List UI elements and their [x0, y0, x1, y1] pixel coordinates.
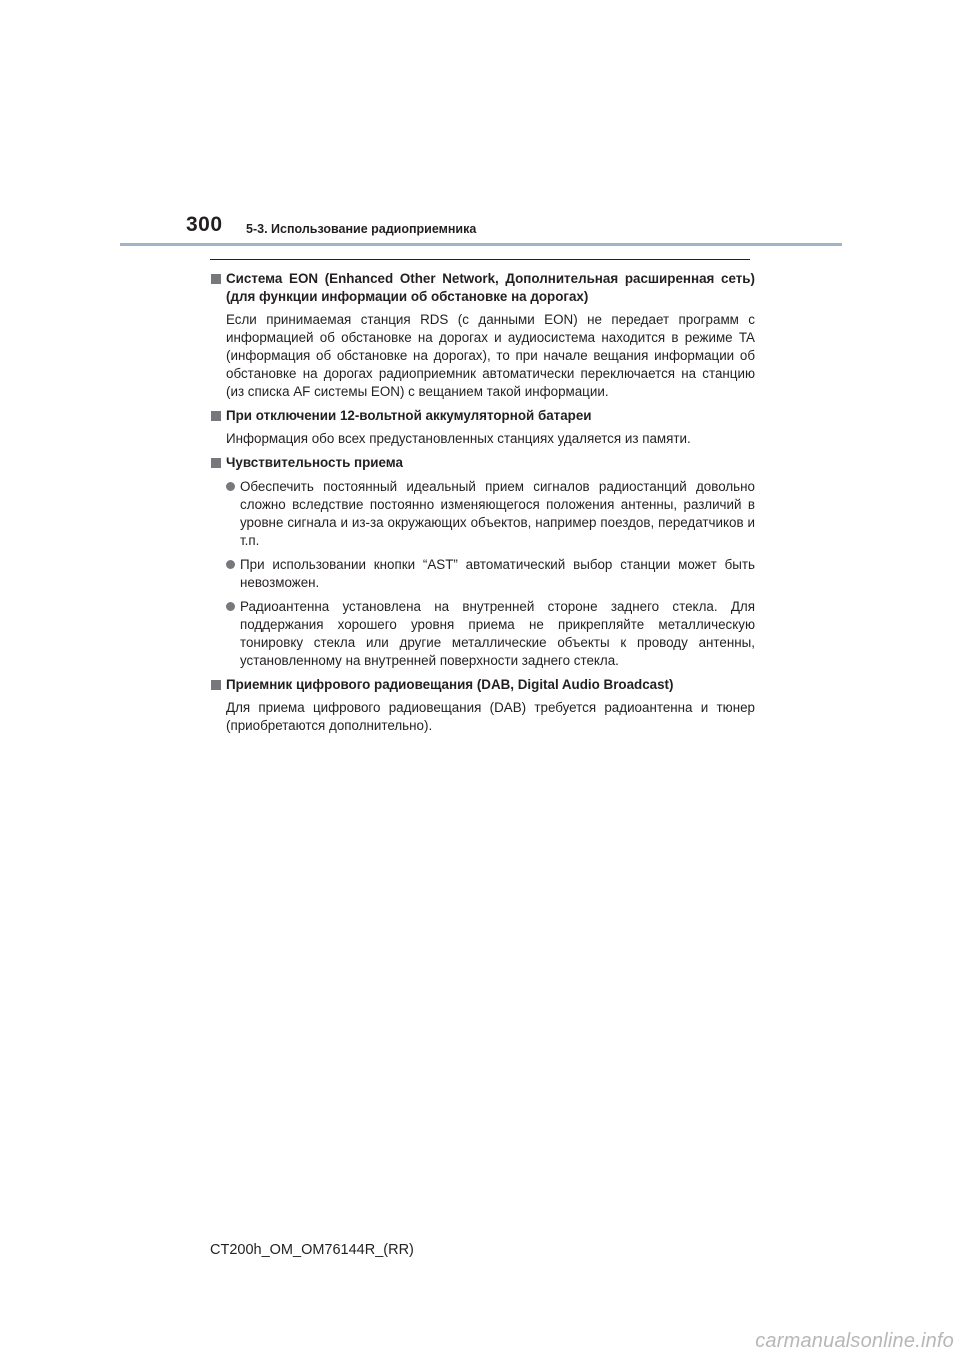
section-heading-text: Приемник цифрового радиовещания (DAB, Digital Audio Broadcast)	[226, 677, 674, 692]
content-rule	[210, 259, 750, 260]
section-heading-text: Чувствительность приема	[226, 455, 403, 470]
list-item	[226, 598, 755, 670]
square-bullet-icon	[211, 680, 221, 690]
circle-bullet-icon	[226, 560, 235, 569]
section-heading	[210, 676, 755, 694]
list-item	[226, 478, 755, 550]
section-body: Информация обо всех предустановленных станциях удаляется из памяти.	[226, 431, 691, 446]
circle-bullet-icon	[226, 482, 235, 491]
header-rule	[120, 243, 842, 246]
section-eon	[210, 270, 755, 401]
section-heading	[210, 407, 755, 425]
square-bullet-icon	[211, 411, 221, 421]
list-item-text: При использовании кнопки “AST” автоматический выбор станции может быть невозможен.	[240, 557, 755, 590]
section-title: 5-3. Использование радиоприемника	[246, 222, 477, 236]
list-item-text: Обеспечить постоянный идеальный прием сигналов радиостанций довольно сложно вследствие постоянно изменяющегося положения антенны, различий в уровне сигнала и из-за окружающих объектов, например поездов, передатчиков и т.п.	[240, 479, 755, 548]
square-bullet-icon	[211, 274, 221, 284]
watermark: carmanualsonline.info	[755, 1330, 954, 1352]
section-reception	[210, 454, 755, 670]
section-heading-text: При отключении 12-вольтной аккумуляторной батареи	[226, 408, 592, 423]
list-item	[226, 556, 755, 592]
section-heading-text: Система EON (Enhanced Other Network, Дополнительная расширенная сеть) (для функции информации об обстановке на дорогах)	[226, 271, 755, 304]
content	[210, 270, 755, 741]
square-bullet-icon	[211, 458, 221, 468]
section-dab	[210, 676, 755, 735]
section-body: Для приема цифрового радиовещания (DAB) требуется радиоантенна и тюнер (приобретаются дополнительно).	[226, 700, 755, 733]
footer-doc-code: CT200h_OM_OM76144R_(RR)	[210, 1242, 414, 1258]
section-heading	[210, 454, 755, 472]
list-item-text: Радиоантенна установлена на внутренней стороне заднего стекла. Для поддержания хорошего уровня приема не прикрепляйте металлическую тонировку стекла или другие металлические объекты к проводу антенны, установленному на внутренней поверхности заднего стекла.	[240, 599, 755, 668]
circle-bullet-icon	[226, 602, 235, 611]
page-number: 300	[186, 213, 223, 236]
section-body: Если принимаемая станция RDS (с данными EON) не передает программ с информацией об обстановке на дорогах и аудиосистема находится в режиме TA (информация об обстановке на дорогах), то при начале вещания информации об обстановке на дорогах радиоприемник автоматически переключается на станцию (из списка AF системы EON) с вещанием такой информации.	[226, 312, 755, 399]
section-battery	[210, 407, 755, 448]
section-heading	[210, 270, 755, 306]
